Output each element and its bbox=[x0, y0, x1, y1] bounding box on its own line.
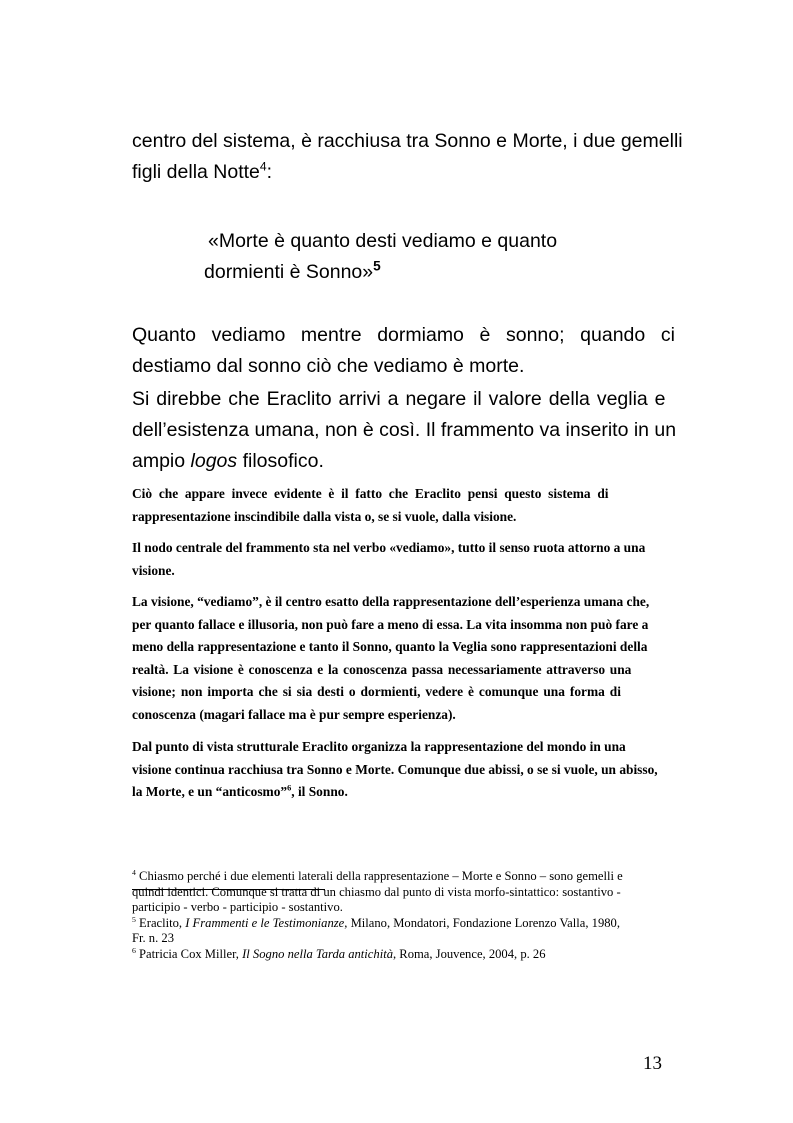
text-line: visione. bbox=[132, 562, 175, 578]
paragraph-sleep bbox=[132, 320, 675, 382]
text-line: destiamo dal sonno ciò che vediamo è morte. bbox=[132, 355, 525, 377]
paragraph-appare bbox=[132, 483, 662, 528]
footnotes bbox=[132, 869, 662, 962]
text-line: Dal punto di vista strutturale Eraclito organizza la rappresentazione del mondo in una bbox=[132, 739, 626, 754]
text-line: Si direbbe che Eraclito arrivi a negare il valore della veglia e bbox=[132, 388, 666, 410]
text-line: meno della rappresentazione e tanto il Sonno, quanto la Veglia sono rappresentazioni della bbox=[132, 639, 648, 654]
paragraph-eraclito bbox=[132, 384, 677, 477]
block-quote bbox=[204, 226, 584, 288]
book-title: I Frammenti e le Testimonianze bbox=[185, 915, 345, 930]
footnote-4: $^4$ Chiasmo perché i due elementi laterali della rappresentazione – Morte e Sonno – sono gemelli e quindi identici. Comunque si tratta di un chiasmo dal punto di vista morfo-sintattico: sostantivo - participio - verbo - participio - sostantivo. bbox=[132, 867, 623, 914]
text-line: la Morte, e un “anticosmo”$^6$, il Sonno. bbox=[132, 783, 348, 799]
text-line: realtà. La visione è conoscenza e la conoscenza passa necessariamente attraverso una bbox=[132, 661, 632, 677]
text-line: Ciò che appare invece evidente è il fatto che Eraclito pensi questo sistema di bbox=[132, 486, 609, 501]
footnote-ref-6[interactable]: 6 bbox=[287, 783, 292, 793]
paragraph-visione bbox=[132, 591, 662, 726]
text-line: La visione, “vediamo”, è il centro esatto della rappresentazione dell’esperienza umana che, bbox=[132, 594, 650, 609]
quote-line: «Morte è quanto desti vediamo e quanto bbox=[208, 230, 558, 252]
text-line: Quanto vediamo mentre dormiamo è sonno; quando ci bbox=[132, 324, 675, 346]
book-title: Il Sogno nella Tarda antichità bbox=[242, 946, 393, 961]
footnote-6: $^6$ Patricia Cox Miller, Il Sogno nella Tarda antichità, Roma, Jouvence, 2004, p. 26 bbox=[132, 945, 546, 961]
page-number: 13 bbox=[643, 1053, 662, 1074]
footnote-ref-4[interactable]: 4 bbox=[259, 159, 267, 174]
text-line: centro del sistema, è racchiusa tra Sonno e Morte, i due gemelli bbox=[132, 130, 683, 152]
footnote-5: $^5$ Eraclito, I Frammenti e le Testimonianze, Milano, Mondatori, Fondazione Lorenzo Valla, 1980, Fr. n. 23 bbox=[132, 914, 620, 945]
text-line: rappresentazione inscindibile dalla vista o, se si vuole, dalla visione. bbox=[132, 508, 517, 524]
text-line: ampio logos filosofico. bbox=[132, 450, 324, 472]
text-line: figli della Notte$^4$: bbox=[132, 159, 273, 183]
text-line: Il nodo centrale del frammento sta nel verbo «vediamo», tutto il senso ruota attorno a una bbox=[132, 540, 646, 555]
text-line: visione; non importa che si sia desti o dormienti, vedere è comunque una forma di bbox=[132, 684, 621, 699]
emphasis-logos: logos bbox=[190, 450, 238, 472]
text-line: visione continua racchiusa tra Sonno e Morte. Comunque due abissi, o se si vuole, un abisso, bbox=[132, 761, 658, 777]
text-line: conoscenza (magari fallace ma è pur sempre esperienza). bbox=[132, 706, 456, 722]
paragraph-nodo bbox=[132, 537, 662, 582]
paragraph-intro bbox=[132, 126, 683, 188]
text-line: dell’esistenza umana, non è così. Il frammento va inserito in un bbox=[132, 419, 677, 441]
quote-line: dormienti è Sonno»$^5$ bbox=[204, 258, 381, 283]
paragraph-strutturale bbox=[132, 736, 662, 804]
footnote-ref-5[interactable]: 5 bbox=[373, 258, 381, 274]
text-line: per quanto fallace e illusoria, non può fare a meno di essa. La vita insomma non può fare a bbox=[132, 616, 649, 632]
